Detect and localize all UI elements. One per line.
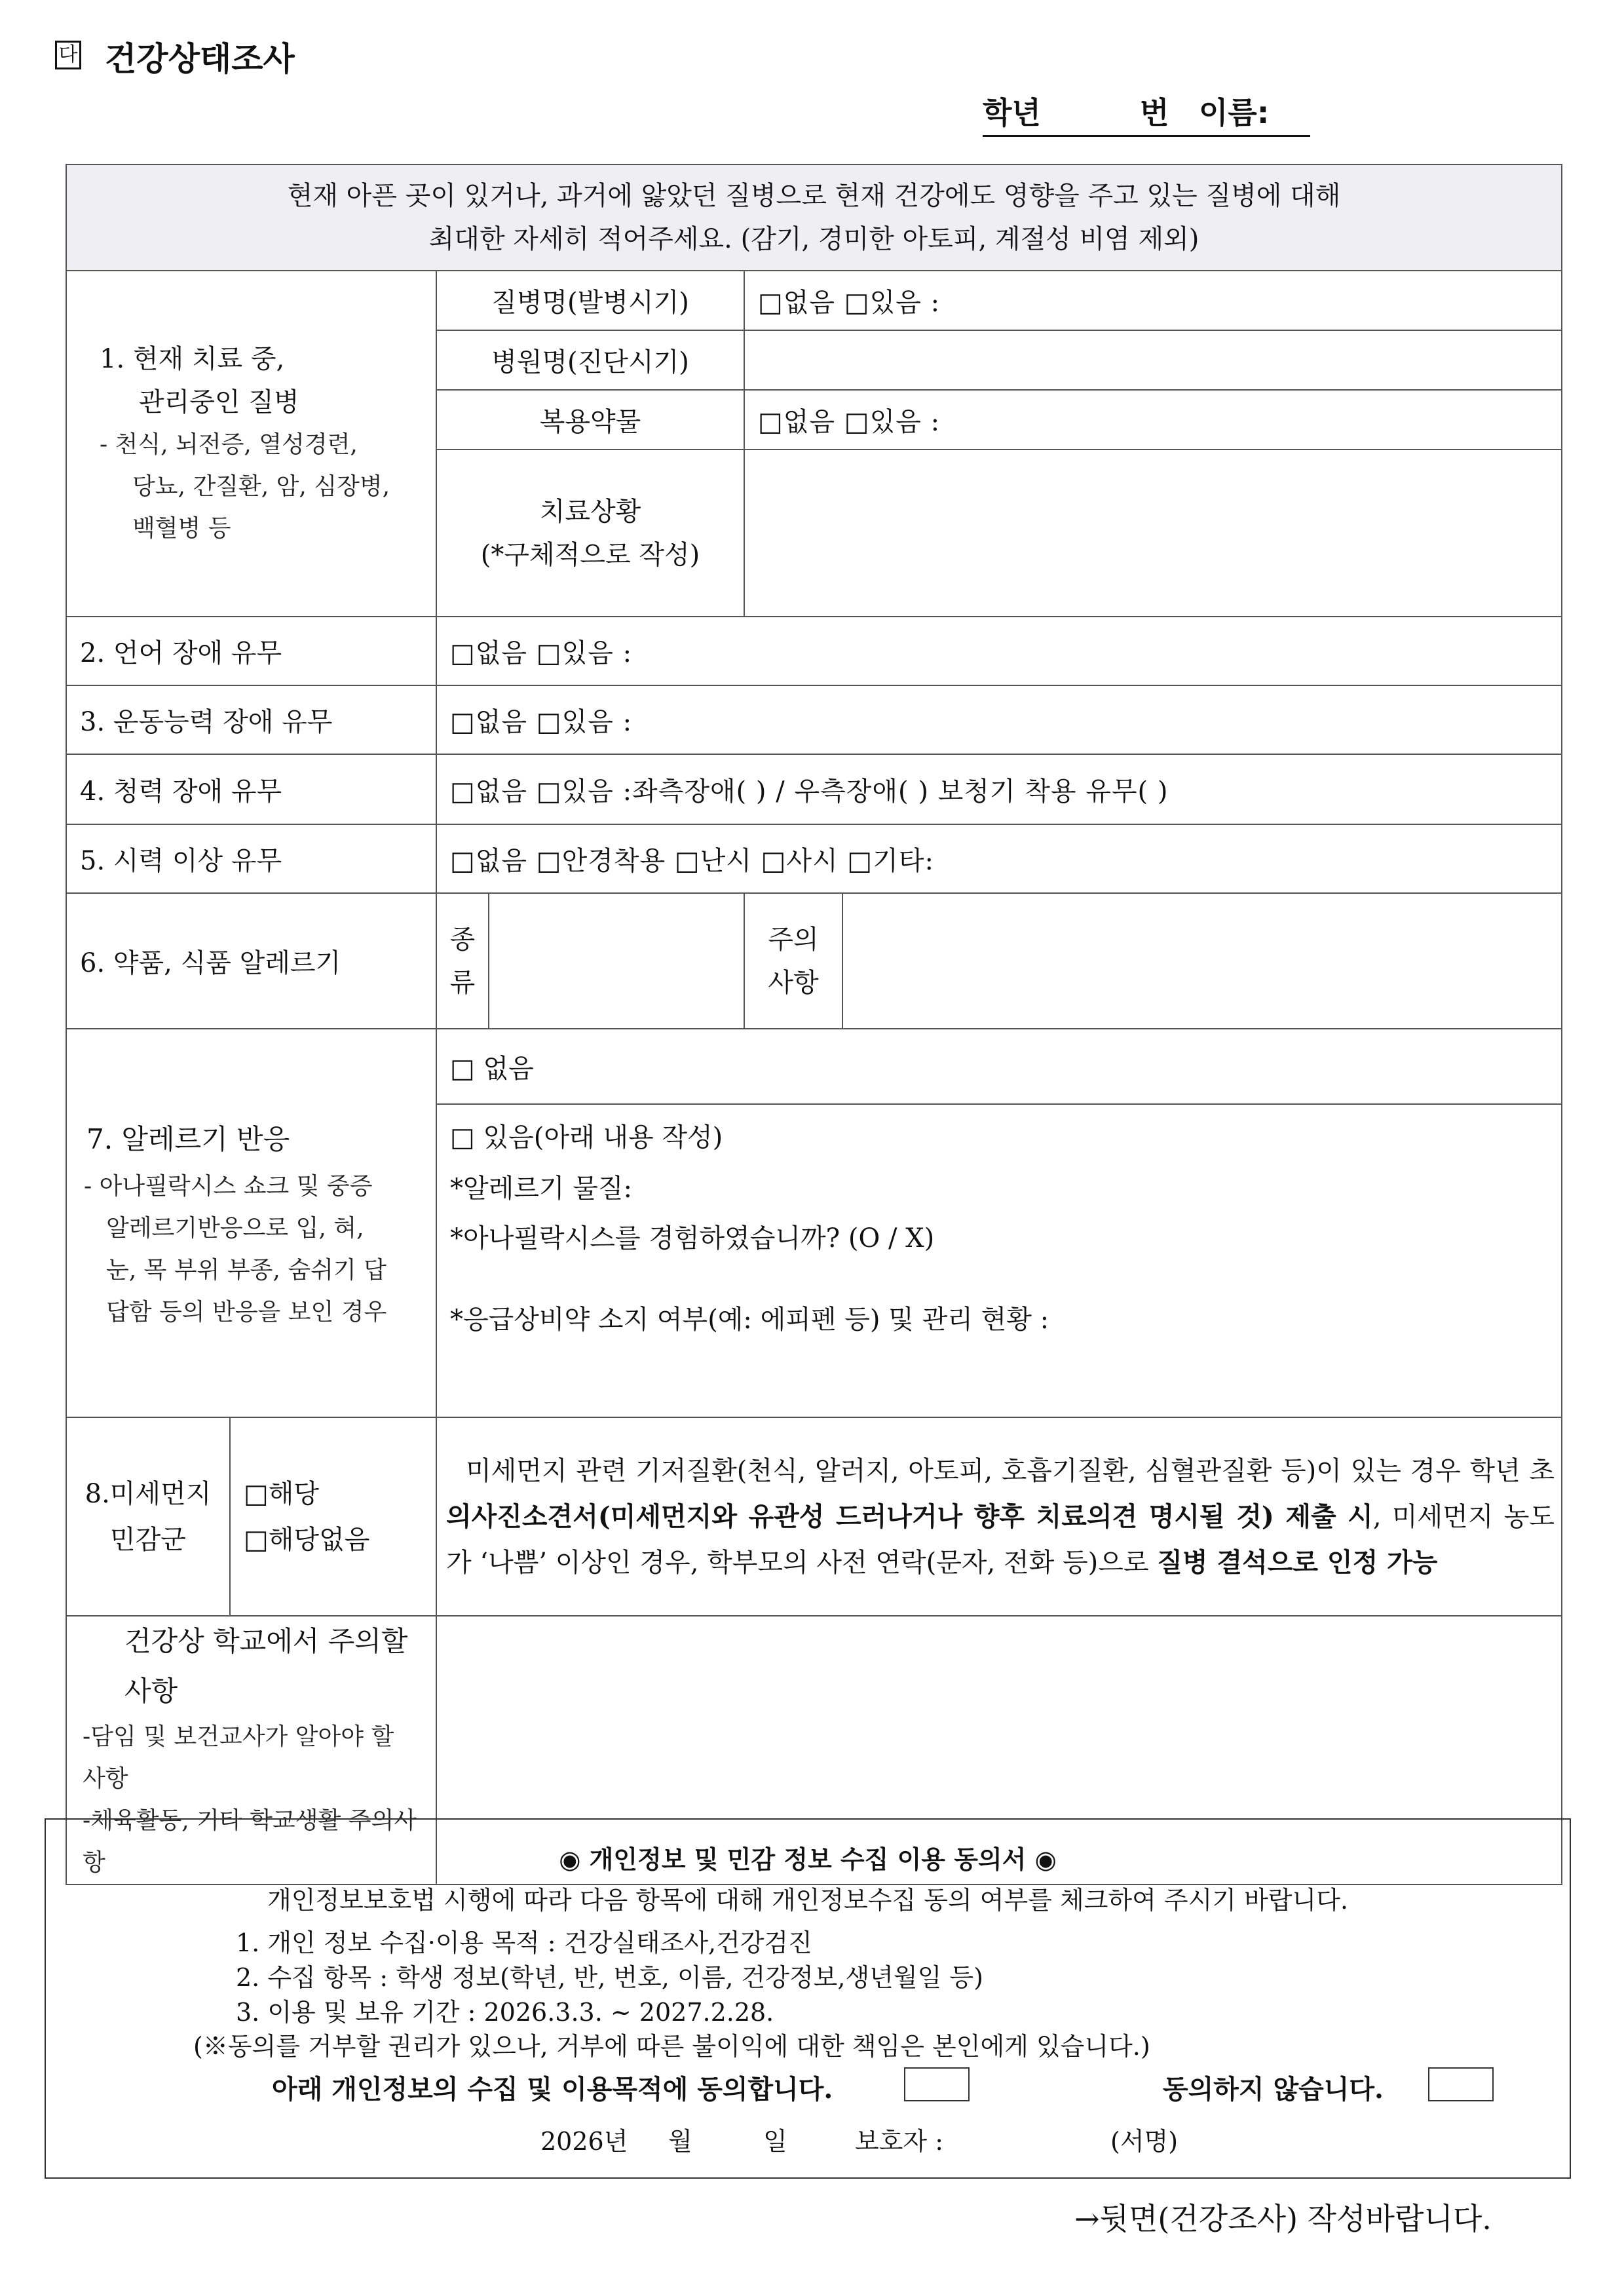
q6-caution-label: 주의 사항 [744, 893, 842, 1029]
q8-options[interactable] [230, 1417, 436, 1616]
q1-treatment-label-2: (*구체적으로 작성) [480, 539, 700, 570]
intro-cell [66, 164, 1562, 271]
intro-line2: 최대한 자세히 적어주세요. (감기, 경미한 아토피, 계절성 비염 제외) [428, 224, 1199, 254]
q1-disease-label: 질병명(발병시기) [436, 271, 744, 330]
q7-note-1: - 아나필락시스 쇼크 및 중증 [84, 1172, 373, 1200]
name-label[interactable]: 이름: [1199, 95, 1270, 130]
q1-treatment-label-1: 치료상황 [539, 496, 641, 527]
q7-emergency[interactable]: *응급상비약 소지 여부(예: 에피펜 등) 및 관리 현황 : [450, 1305, 1049, 1335]
q1-hospital-input[interactable] [744, 330, 1562, 390]
q6-kind-input[interactable] [489, 893, 744, 1029]
q5-options[interactable]: □없음 □안경착용 □난시 □사시 □기타: [436, 824, 1562, 893]
q7-yes-option[interactable]: □ 있음(아래 내용 작성) [450, 1122, 723, 1153]
consent-item-3: 3. 이용 및 보유 기간 : 2026.3.3. ~ 2027.2.28. [236, 1998, 774, 2027]
q8-no-option[interactable]: □해당없음 [244, 1524, 370, 1555]
q1-label-cell [66, 271, 436, 617]
q2-options[interactable]: □없음 □있음 : [436, 617, 1562, 685]
agree-checkbox[interactable] [904, 2067, 970, 2101]
q7-none-option[interactable]: □ 없음 [436, 1029, 1562, 1104]
grade-label: 학년 [983, 95, 1041, 130]
q1-note-2: 당뇨, 간질환, 암, 심장병, [132, 473, 390, 500]
q9-note-1: -담임 및 보건교사가 알아야 할 사항 [83, 1723, 394, 1792]
date-month: 월 [668, 2127, 692, 2156]
footer-note: →뒷면(건강조사) 작성바랍니다. [1074, 2201, 1492, 2236]
q7-anaphylaxis[interactable]: *아나필락시스를 경험하였습니까? (O / X) [450, 1223, 935, 1253]
q8-description: 미세먼지 관련 기저질환(천식, 알러지, 아토피, 호흡기질환, 심혈관질환 등)이 있는 경우 학년 초 의사진소견서(미세먼지와 유관성 드러나거나 향후 치료의견 명시될 것) 제출 시, 미세먼지 농도가 ‘나쁨’ 이상인 경우, 학부모의 사전 연락(문자, 전화 등)으로 질병 결석으로 인정 가능 [436, 1417, 1562, 1616]
q3-label: 3. 운동능력 장애 유무 [66, 685, 436, 754]
q6-kind-label: 종 류 [436, 893, 489, 1029]
q7-yes-cell [436, 1104, 1562, 1417]
q4-label: 4. 청력 장애 유무 [66, 754, 436, 824]
q9-title: 건강상 학교에서 주의할 사항 [124, 1625, 408, 1707]
date-day: 일 [763, 2127, 787, 2156]
q8-yes-option[interactable]: □해당 [244, 1478, 320, 1509]
q7-note-2: 알레르기반응으로 입, 혀, [106, 1214, 364, 1242]
consent-intro: 개인정보보호법 시행에 따라 다음 항목에 대해 개인정보수집 동의 여부를 체크하여 주시기 바랍니다. [267, 1886, 1348, 1915]
q1-note-1: - 천식, 뇌전증, 열성경련, [100, 431, 358, 458]
q1-medication-label: 복용약물 [436, 390, 744, 450]
agree-label: 아래 개인정보의 수집 및 이용목적에 동의합니다. [272, 2074, 833, 2105]
q7-substance[interactable]: *알레르기 물질: [450, 1174, 633, 1204]
section-badge: 다 [55, 41, 81, 69]
q1-title-1: 1. 현재 치료 중, [100, 344, 285, 374]
health-survey-table [66, 164, 1562, 1885]
consent-item-2: 2. 수집 항목 : 학생 정보(학년, 반, 번호, 이름, 건강정보,생년월일 등) [236, 1963, 983, 1992]
consent-box [45, 1818, 1571, 2179]
consent-item-1: 1. 개인 정보 수집·이용 목적 : 건강실태조사,건강검진 [236, 1928, 812, 1957]
q8-label: 8.미세먼지 민감군 [66, 1417, 230, 1616]
q1-treatment-label [436, 450, 744, 617]
disagree-label: 동의하지 않습니다. [1163, 2074, 1384, 2105]
q1-note-3: 백혈병 등 [132, 515, 231, 542]
q9-note-2: -체육활동, 기타 학교생활 주의사항 [83, 1807, 417, 1876]
q1-disease-input[interactable]: □없음 □있음 : [744, 271, 1562, 330]
student-info-line [983, 89, 1310, 137]
q1-hospital-label: 병원명(진단시기) [436, 330, 744, 390]
date-year: 2026년 [540, 2127, 628, 2156]
q6-label: 6. 약품, 식품 알레르기 [66, 893, 436, 1029]
q1-title-2: 관리중인 질병 [139, 387, 299, 417]
guardian-label: 보호자 : [855, 2127, 944, 2156]
number-label: 번 [1140, 95, 1169, 130]
q7-note-3: 눈, 목 부위 부종, 숨쉬기 답 [106, 1256, 387, 1284]
signature-label[interactable]: (서명) [1110, 2127, 1179, 2156]
q6-caution-input[interactable] [842, 893, 1562, 1029]
q7-label-cell [66, 1029, 436, 1417]
consent-notice: (※동의를 거부할 권리가 있으나, 거부에 따른 불이익에 대한 책임은 본인에게 있습니다.) [193, 2032, 1150, 2061]
q3-options[interactable]: □없음 □있음 : [436, 685, 1562, 754]
q2-label: 2. 언어 장애 유무 [66, 617, 436, 685]
consent-title: ◉ 개인정보 및 민감 정보 수집 이용 동의서 ◉ [559, 1845, 1057, 1874]
q7-note-4: 답함 등의 반응을 보인 경우 [106, 1298, 387, 1326]
q4-options[interactable]: □없음 □있음 :좌측장애( ) / 우측장애( ) 보청기 착용 유무( ) [436, 754, 1562, 824]
section-title: 건강상태조사 [105, 40, 295, 78]
q7-title: 7. 알레르기 반응 [86, 1122, 290, 1155]
q1-treatment-input[interactable] [744, 450, 1562, 617]
q1-medication-input[interactable]: □없음 □있음 : [744, 390, 1562, 450]
q5-label: 5. 시력 이상 유무 [66, 824, 436, 893]
disagree-checkbox[interactable] [1428, 2067, 1494, 2101]
intro-line1: 현재 아픈 곳이 있거나, 과거에 앓았던 질병으로 현재 건강에도 영향을 주고 있는 질병에 대해 [287, 181, 1341, 211]
